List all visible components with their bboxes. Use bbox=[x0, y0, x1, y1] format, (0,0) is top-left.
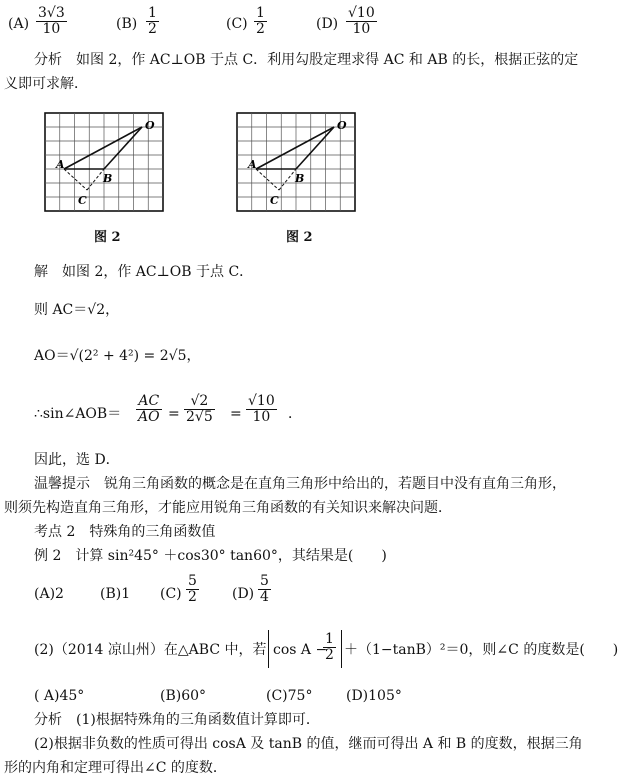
option-b-numerator: 1 bbox=[148, 5, 157, 21]
sin-fraction-3 bbox=[246, 394, 277, 425]
option2-c-label: (C) bbox=[160, 586, 182, 602]
option-c-label: (C) bbox=[226, 16, 248, 32]
sin-fraction-2 bbox=[184, 394, 215, 425]
option2-c-numerator: 5 bbox=[188, 573, 197, 589]
sin-f3-numerator: √10 bbox=[248, 393, 275, 409]
ao-prefix: AO＝ bbox=[34, 348, 70, 364]
solution-conclusion: 因此，选 D． bbox=[34, 452, 120, 468]
option-b-label: (B) bbox=[116, 16, 138, 32]
option-a-numerator: 3√3 bbox=[38, 5, 65, 21]
option-d-numerator: √10 bbox=[348, 5, 375, 21]
sin-f3-denominator: 10 bbox=[252, 409, 271, 425]
analysis-2-line-3: 形的内角和定理可得出∠C 的度数． bbox=[4, 760, 227, 776]
sin-f1-numerator: AC bbox=[136, 394, 162, 410]
topic-title: 考点 2 特殊角的三角函数值 bbox=[34, 524, 216, 540]
option2-c-fraction bbox=[186, 574, 199, 605]
equals-1: = bbox=[168, 406, 180, 422]
analysis-1-line-1: 分析 如图 2，作 AC⊥OB 于点 C．利用勾股定理求得 AC 和 AB 的长，根据正弦的定 bbox=[34, 52, 579, 68]
tip-line-1: 温馨提示 锐角三角函数的概念是在直角三角形中给出的，若题目中没有直角三角形， bbox=[34, 476, 566, 492]
option-d-label: (D) bbox=[316, 16, 339, 32]
ac-prefix: 则 AC＝ bbox=[34, 302, 88, 318]
q2-suffix: ＋（1−tanB）²＝0，则∠C 的度数是( ) bbox=[344, 642, 619, 658]
label-O-left: O bbox=[145, 119, 155, 132]
sin-f2-numerator: √2 bbox=[184, 394, 215, 410]
label-B-left: B bbox=[103, 172, 113, 185]
solution-line-1: 解 如图 2，作 AC⊥OB 于点 C． bbox=[34, 264, 254, 280]
q2-abs-expression: cos A − bbox=[273, 642, 328, 658]
options-row-3 bbox=[34, 686, 434, 708]
option-a-denominator: 10 bbox=[42, 21, 61, 37]
solution-ao-line bbox=[34, 346, 200, 366]
option2-c-denominator: 2 bbox=[188, 589, 197, 605]
q2-absolute-value bbox=[268, 630, 342, 668]
option2-a: (A)2 bbox=[34, 586, 64, 602]
option-d-fraction bbox=[346, 6, 377, 37]
label-O-right: O bbox=[337, 119, 347, 132]
label-A-right: A bbox=[248, 158, 257, 171]
option3-d: (D)105° bbox=[346, 688, 402, 704]
sin-f1-denominator: AO bbox=[138, 409, 160, 425]
sin-prefix: ∴sin∠AOB＝ bbox=[34, 406, 122, 422]
analysis-1-line-2: 义即可求解． bbox=[4, 76, 88, 92]
label-B-right: B bbox=[295, 172, 305, 185]
figure-caption-right: 图 2 bbox=[286, 230, 313, 245]
option-a-label: (A) bbox=[8, 16, 30, 32]
analysis-2-line-1: 分析 (1)根据特殊角的三角函数值计算即可． bbox=[34, 712, 320, 728]
ao-suffix: ， bbox=[186, 348, 201, 364]
q2-prefix: (2)（2014 凉山州）在△ABC 中，若 bbox=[34, 642, 267, 658]
q2-abs-denominator: 2 bbox=[325, 647, 334, 663]
option-b-fraction bbox=[146, 6, 159, 37]
option2-d-label: (D) bbox=[232, 586, 255, 602]
option-c-fraction bbox=[254, 6, 267, 37]
ac-value: √2 bbox=[87, 302, 106, 318]
example-2: 例 2 计算 sin²45° ＋cos30° tan60°，其结果是( ) bbox=[34, 548, 387, 564]
option2-b: (B)1 bbox=[100, 586, 131, 602]
solution-ac-line bbox=[34, 300, 119, 320]
label-C-left: C bbox=[78, 194, 87, 207]
option2-d-denominator: 4 bbox=[260, 589, 269, 605]
option-d-denominator: 10 bbox=[352, 21, 371, 37]
figure-caption-left: 图 2 bbox=[94, 230, 121, 245]
option-c-numerator: 1 bbox=[256, 5, 265, 21]
option-b-denominator: 2 bbox=[148, 21, 157, 37]
option-c-denominator: 2 bbox=[256, 21, 265, 37]
option-a-fraction bbox=[36, 6, 67, 37]
ac-suffix: ， bbox=[105, 302, 120, 318]
option2-d-numerator: 5 bbox=[260, 573, 269, 589]
sin-f2-denominator: 2√5 bbox=[186, 409, 213, 425]
option3-c: (C)75° bbox=[266, 688, 313, 704]
figure-grid-left bbox=[44, 112, 164, 212]
q2-abs-numerator: 1 bbox=[325, 631, 334, 647]
figure-grid-right bbox=[236, 112, 356, 212]
sin-suffix: ． bbox=[288, 406, 302, 422]
tip-line-2: 则须先构造直角三角形，才能应用锐角三角函数的有关知识来解决问题． bbox=[4, 500, 452, 516]
sin-fraction-1 bbox=[136, 394, 162, 425]
label-C-right: C bbox=[270, 194, 279, 207]
label-A-left: A bbox=[56, 158, 65, 171]
option3-b: (B)60° bbox=[160, 688, 207, 704]
ao-expression: √(2² + 4²) = 2√5 bbox=[69, 348, 187, 364]
equals-2: = bbox=[230, 406, 242, 422]
option2-d-fraction bbox=[258, 574, 271, 605]
option3-a: ( A)45° bbox=[34, 688, 85, 704]
analysis-2-line-2: (2)根据非负数的性质可得出 cosA 及 tanB 的值，继而可得出 A 和 B 的度数，根据三角 bbox=[34, 736, 583, 752]
q2-abs-fraction bbox=[323, 632, 336, 663]
